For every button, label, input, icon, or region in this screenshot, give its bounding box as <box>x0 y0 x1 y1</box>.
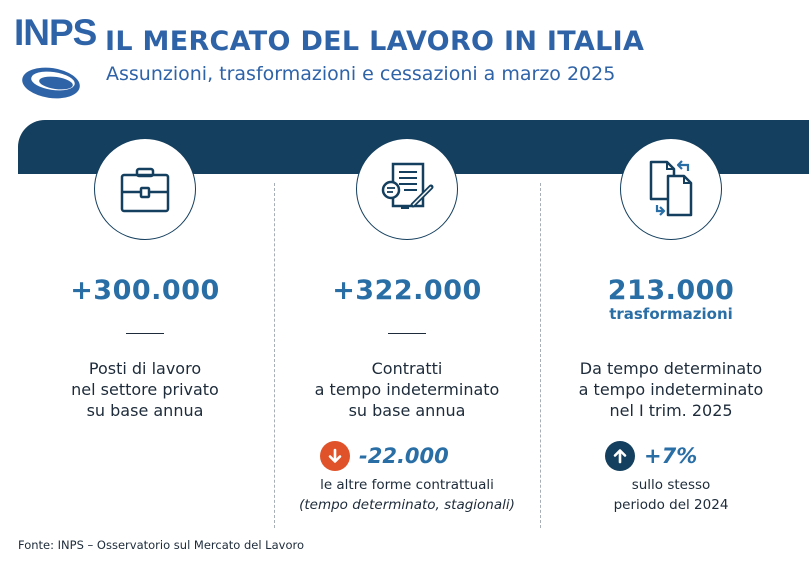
logo-swoosh-icon <box>20 64 86 102</box>
change-note: sullo stesso periodo del 2024 <box>613 477 729 513</box>
badge-circle <box>605 441 635 471</box>
separator-rule <box>388 333 426 334</box>
change-badge <box>320 441 449 471</box>
stat-description: Contratti a tempo indeterminato su base annua <box>314 359 500 420</box>
source-note: Fonte: INPS – Osservatorio sul Mercato del Lavoro <box>18 538 304 552</box>
change-note: le altre forme contrattuali (tempo determinato, stagionali) <box>299 477 515 513</box>
documents-icon-circle <box>620 138 722 240</box>
change-badge <box>605 441 697 471</box>
briefcase-icon-circle <box>94 138 196 240</box>
documents-swap-icon <box>621 139 721 239</box>
stat-description: Posti di lavoro nel settore privato su base annua <box>71 359 219 420</box>
briefcase-icon <box>95 139 195 239</box>
separator-rule <box>126 333 164 334</box>
stat-value: 213.000 <box>607 275 735 306</box>
page-subtitle: Assunzioni, trasformazioni e cessazioni a marzo 2025 <box>106 63 616 85</box>
inps-logo <box>14 12 97 102</box>
stat-value-subtitle: trasformazioni <box>609 305 733 323</box>
stat-description: Da tempo determinato a tempo indeterminato nel I trim. 2025 <box>578 359 764 420</box>
arrow-up-icon <box>612 448 628 464</box>
page-title: IL MERCATO DEL LAVORO IN ITALIA <box>105 26 645 57</box>
arrow-down-icon <box>327 448 343 464</box>
change-value: -22.000 <box>359 444 449 468</box>
contract-icon-circle <box>356 138 458 240</box>
stat-value: +300.000 <box>70 275 220 306</box>
change-value: +7% <box>644 444 698 468</box>
column-divider <box>274 183 275 528</box>
logo-text: INPS <box>14 12 97 53</box>
stat-value: +322.000 <box>332 275 482 306</box>
badge-circle <box>320 441 350 471</box>
contract-pen-icon <box>357 139 457 239</box>
